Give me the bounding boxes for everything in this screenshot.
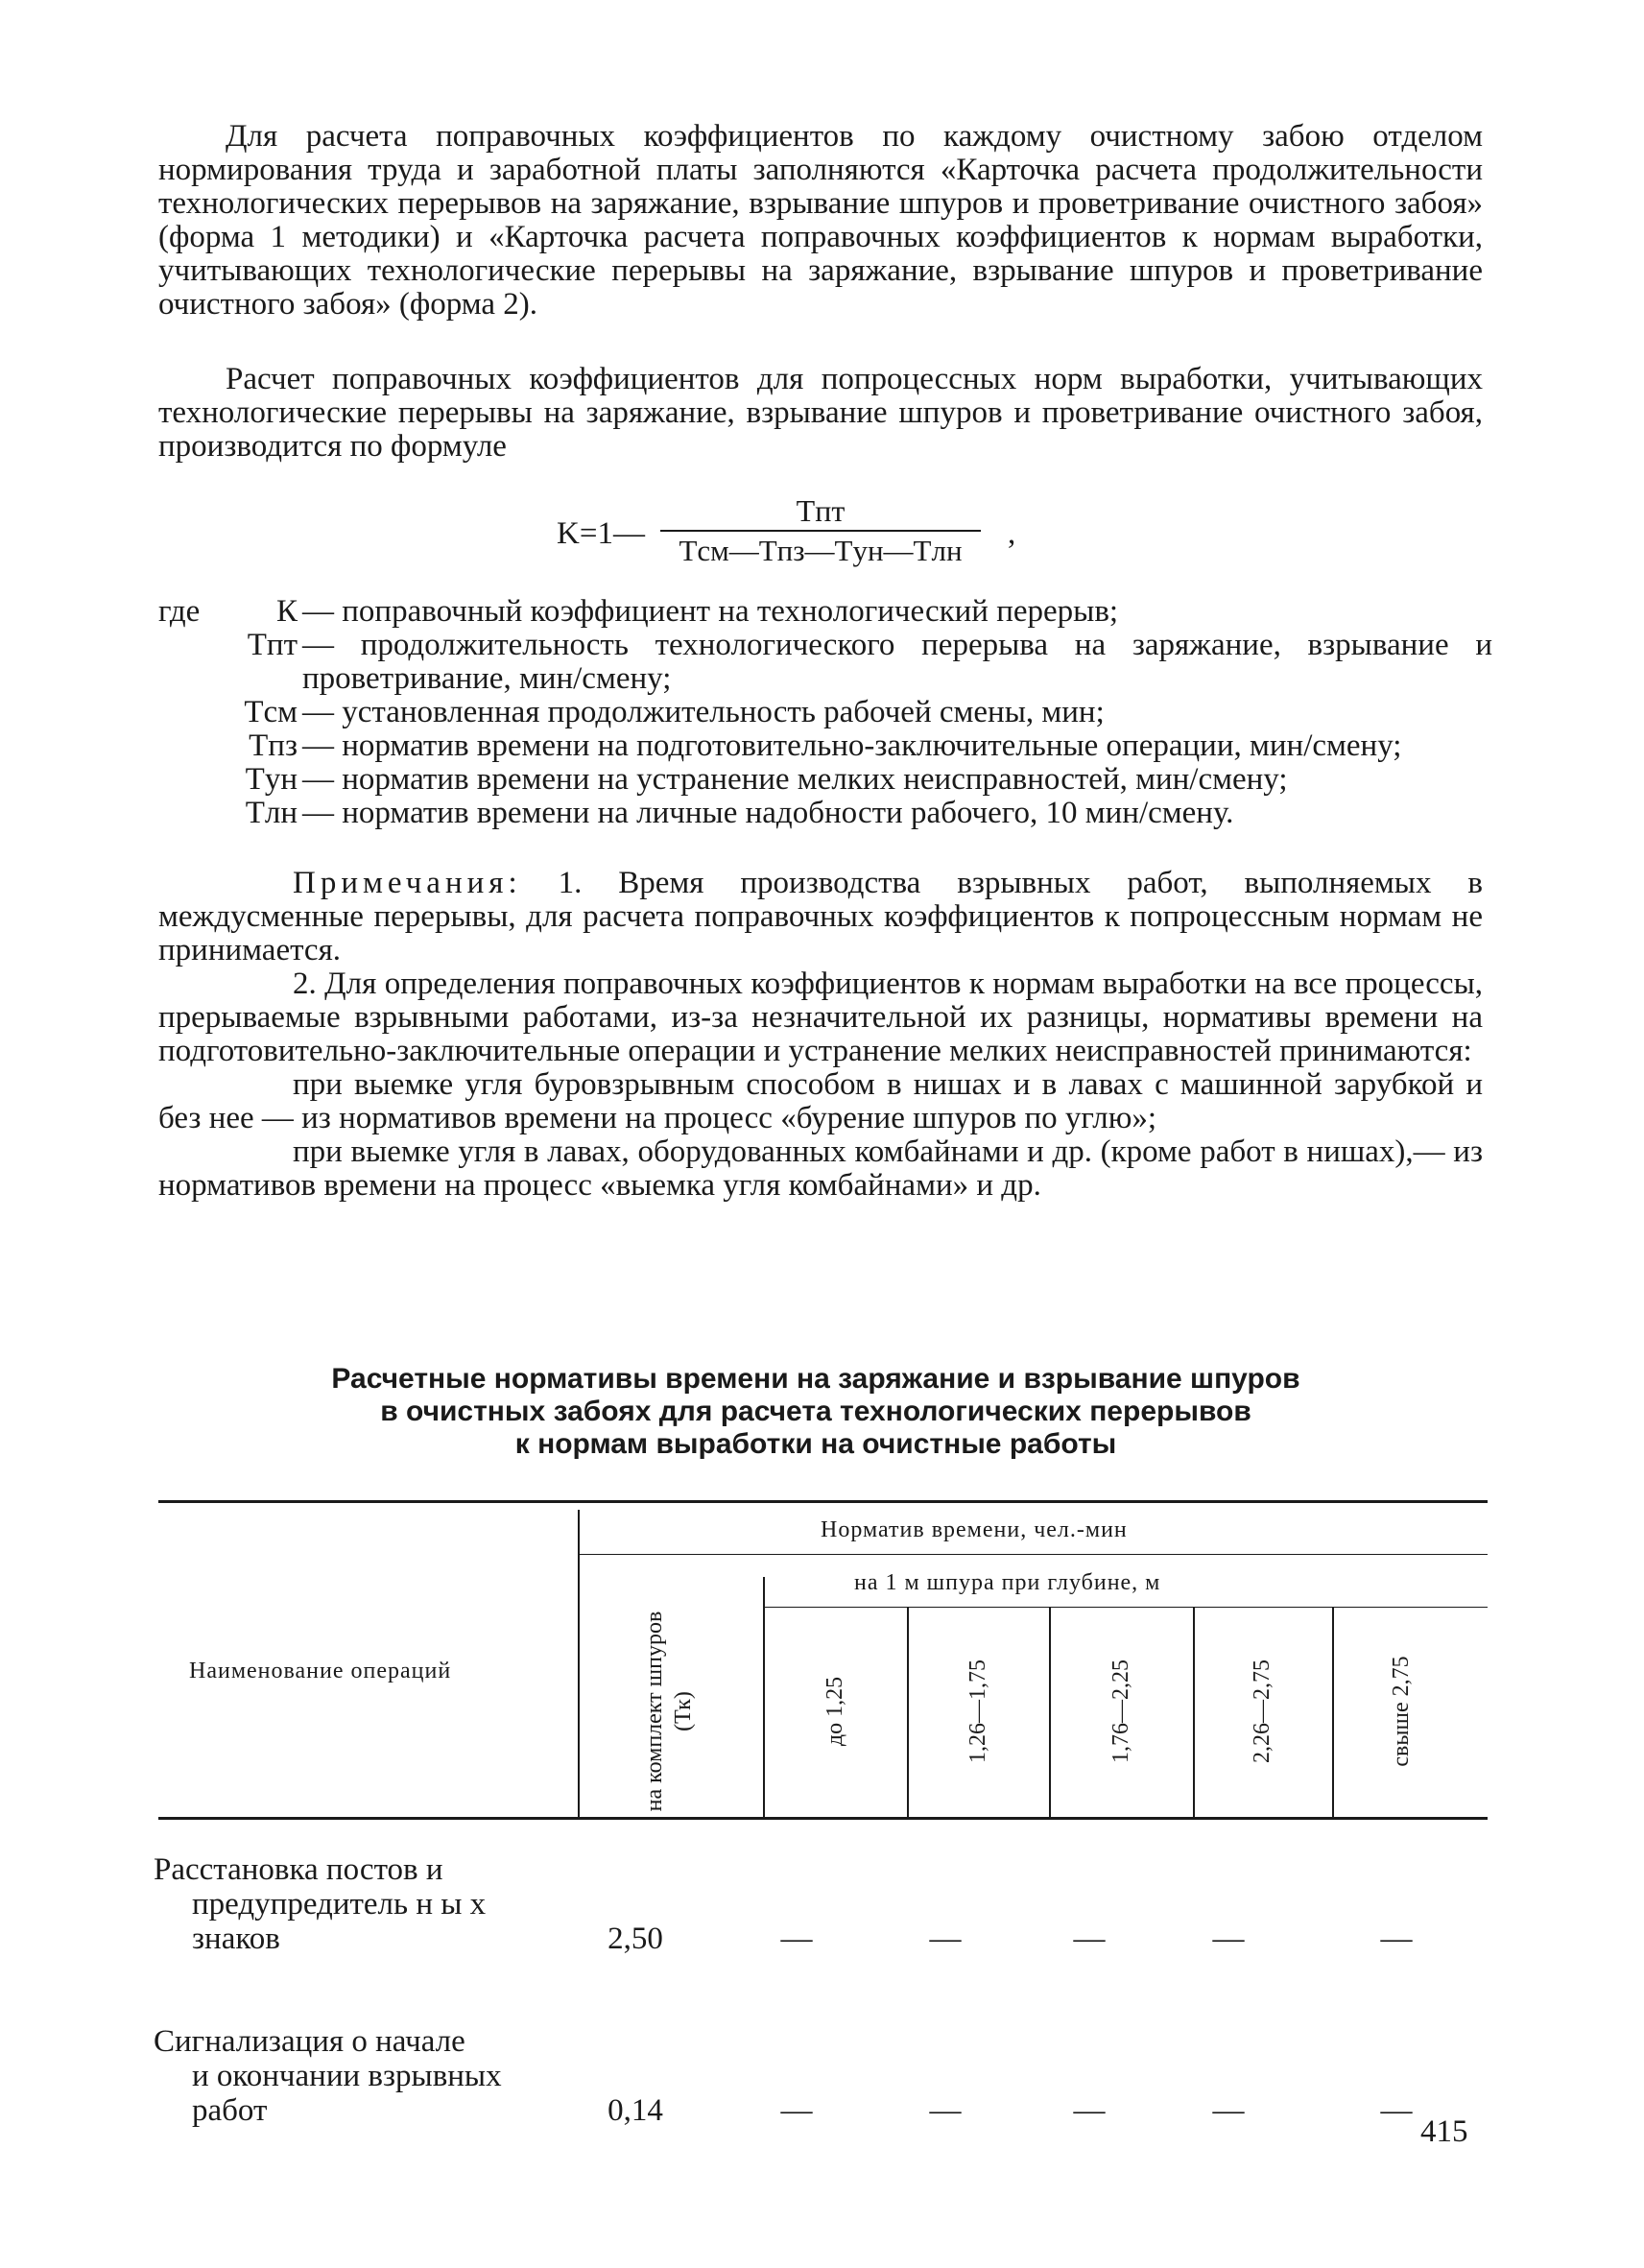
definition-text: — норматив времени на личные надобности рабочего, 10 мин/смену. xyxy=(302,796,1234,830)
row-depth-value: — xyxy=(1073,2093,1106,2128)
column-divider xyxy=(1193,1608,1195,1817)
column-header-depth: 2,26—2,75 xyxy=(1250,1659,1275,1763)
table-body xyxy=(154,1852,1488,2183)
definition-text: — норматив времени на устранение мелких неисправностей, мин/смену; xyxy=(302,762,1288,797)
row-name-line: предупредитель н ы х xyxy=(192,1887,487,1922)
row-depth-value: — xyxy=(780,1922,813,1956)
row-set-value: 0,14 xyxy=(608,2093,663,2128)
definition-text: — поправочный коэффициент на технологический перерыв; xyxy=(302,594,1119,629)
paragraph-formula-intro: Расчет поправочных коэффициентов для попроцессных норм выработки, учитывающих технологические перерывы на заряжание, взрывание шпуров и проветривание очистного забоя, производится по формуле xyxy=(158,362,1483,464)
column-divider xyxy=(907,1608,909,1817)
definition-symbol: Tпз xyxy=(249,728,298,763)
definitions-lead: где xyxy=(158,594,201,629)
column-divider xyxy=(1049,1608,1051,1817)
table-row xyxy=(154,2024,1488,2183)
definition-symbol: Tпт xyxy=(247,628,298,662)
table-title-line: Расчетные нормативы времени на заряжание и взрывание шпуров xyxy=(331,1363,1300,1395)
definition-item xyxy=(158,595,1492,629)
definition-item xyxy=(158,629,1492,696)
definition-symbol: Tсм xyxy=(244,695,298,729)
column-header-depth: до 1,25 xyxy=(822,1676,847,1747)
column-divider xyxy=(763,1577,765,1817)
row-depth-value: — xyxy=(1212,1922,1245,1956)
row-depth-value: — xyxy=(1073,1922,1106,1956)
formula-comma: , xyxy=(1008,516,1016,551)
formula-denominator: Tсм—Tпз—Tун—Tлн xyxy=(679,534,963,567)
definition-item xyxy=(158,696,1492,729)
definition-symbol: К xyxy=(275,594,298,629)
column-header-set: на комплект шпуров (Тк) xyxy=(642,1611,696,1812)
paragraph-intro: Для расчета поправочных коэффициентов по каждому очистному забою отделом нормирования труда и заработной платы заполняются «Карточка расчета продолжительности технологических перерывов на заряжание, взрывание шпуров и проветривание очистного забоя» (форма 1 методики) и «Карточка расчета поправочных коэффициентов к нормам выработки, учитывающих технологические перерывы на заряжание, взрывание шпуров и проветривание очистного забоя» (форма 2). xyxy=(158,119,1483,322)
definition-text: — установленная продолжительность рабочей смены, мин; xyxy=(302,695,1105,729)
definition-symbol: Tлн xyxy=(245,796,298,830)
row-operation-name xyxy=(154,2024,566,2128)
group-header-rule xyxy=(578,1554,1488,1555)
table-title-line: к нормам выработки на очистные работы xyxy=(514,1428,1117,1460)
formula xyxy=(557,491,1056,578)
column-header-group: Норматив времени, чел.-мин xyxy=(821,1517,1128,1542)
definition-symbol: Tун xyxy=(245,762,298,797)
column-header-subgroup: на 1 м шпура при глубине, м xyxy=(854,1570,1161,1595)
table-row xyxy=(154,1852,1488,2011)
definition-item xyxy=(158,797,1492,830)
column-divider xyxy=(578,1510,580,1817)
column-divider xyxy=(1332,1608,1334,1817)
subgroup-header-rule xyxy=(763,1607,1488,1608)
definition-item xyxy=(158,763,1492,797)
notes-block xyxy=(158,867,1483,1203)
column-header-depth: свыше 2,75 xyxy=(1389,1656,1414,1767)
note-4: при выемке угля в лавах, оборудованных комбайнами и др. (кроме работ в нишах),— из нормативов времени на процесс «выемка угля комбайнами» и др. xyxy=(158,1134,1483,1203)
row-depth-value: — xyxy=(929,2093,962,2128)
column-header-operation: Наименование операций xyxy=(189,1659,452,1683)
formula-left: K=1— xyxy=(557,516,645,551)
row-operation-name xyxy=(154,1852,566,1956)
row-set-value: 2,50 xyxy=(608,1922,663,1956)
row-name-line: работ xyxy=(192,2093,268,2128)
formula-numerator: Tпт xyxy=(796,493,846,528)
table-title-line: в очистных забоях для расчета технологических перерывов xyxy=(380,1396,1251,1427)
row-name-line: и окончании взрывных xyxy=(192,2059,502,2093)
column-header-depth: 1,26—1,75 xyxy=(965,1659,990,1763)
table-title xyxy=(158,1363,1473,1461)
row-depth-value: — xyxy=(929,1922,962,1956)
note-1-text: 1. Время производства взрывных работ, выполняемых в междусменные перерывы, для расчета поправочных коэффициентов к попроцессным нормам не принимается. xyxy=(158,866,1483,967)
definition-text: — норматив времени на подготовительно-заключительные операции, мин/смену; xyxy=(302,728,1402,763)
row-name-line: знаков xyxy=(192,1922,280,1956)
row-depth-value: — xyxy=(1380,2093,1413,2128)
row-name-line: Расстановка постов и xyxy=(154,1852,443,1887)
row-depth-value: — xyxy=(780,2093,813,2128)
table-top-rule xyxy=(158,1500,1488,1503)
formula-fraction xyxy=(653,491,989,570)
row-depth-value: — xyxy=(1212,2093,1245,2128)
note-2: 2. Для определения поправочных коэффициентов к нормам выработки на все процессы, прерываемые взрывными работами, из-за незначительной их разницы, нормативы времени на подготовительно-заключительные операции и устранение мелких неисправностей принимаются: xyxy=(158,967,1483,1068)
row-name-line: Сигнализация о начале xyxy=(154,2024,465,2059)
column-header-depth: 1,76—2,25 xyxy=(1108,1659,1133,1763)
row-depth-value: — xyxy=(1380,1922,1413,1956)
notes-label: Примечания: xyxy=(293,866,522,900)
note-3: при выемке угля буровзрывным способом в нишах и в лавах с машинной зарубкой и без нее — из нормативов времени на процесс «бурение шпуров по углю»; xyxy=(158,1067,1483,1135)
definitions-list xyxy=(158,595,1492,830)
page-number: 415 xyxy=(1420,2114,1468,2149)
definition-text: — продолжительность технологического перерыва на заряжание, взрывание и проветривание, мин/смену; xyxy=(302,628,1492,696)
definition-item xyxy=(158,729,1492,763)
note-1 xyxy=(158,867,1483,967)
table-header-bottom-rule xyxy=(158,1817,1488,1820)
table-header xyxy=(158,1500,1488,1826)
